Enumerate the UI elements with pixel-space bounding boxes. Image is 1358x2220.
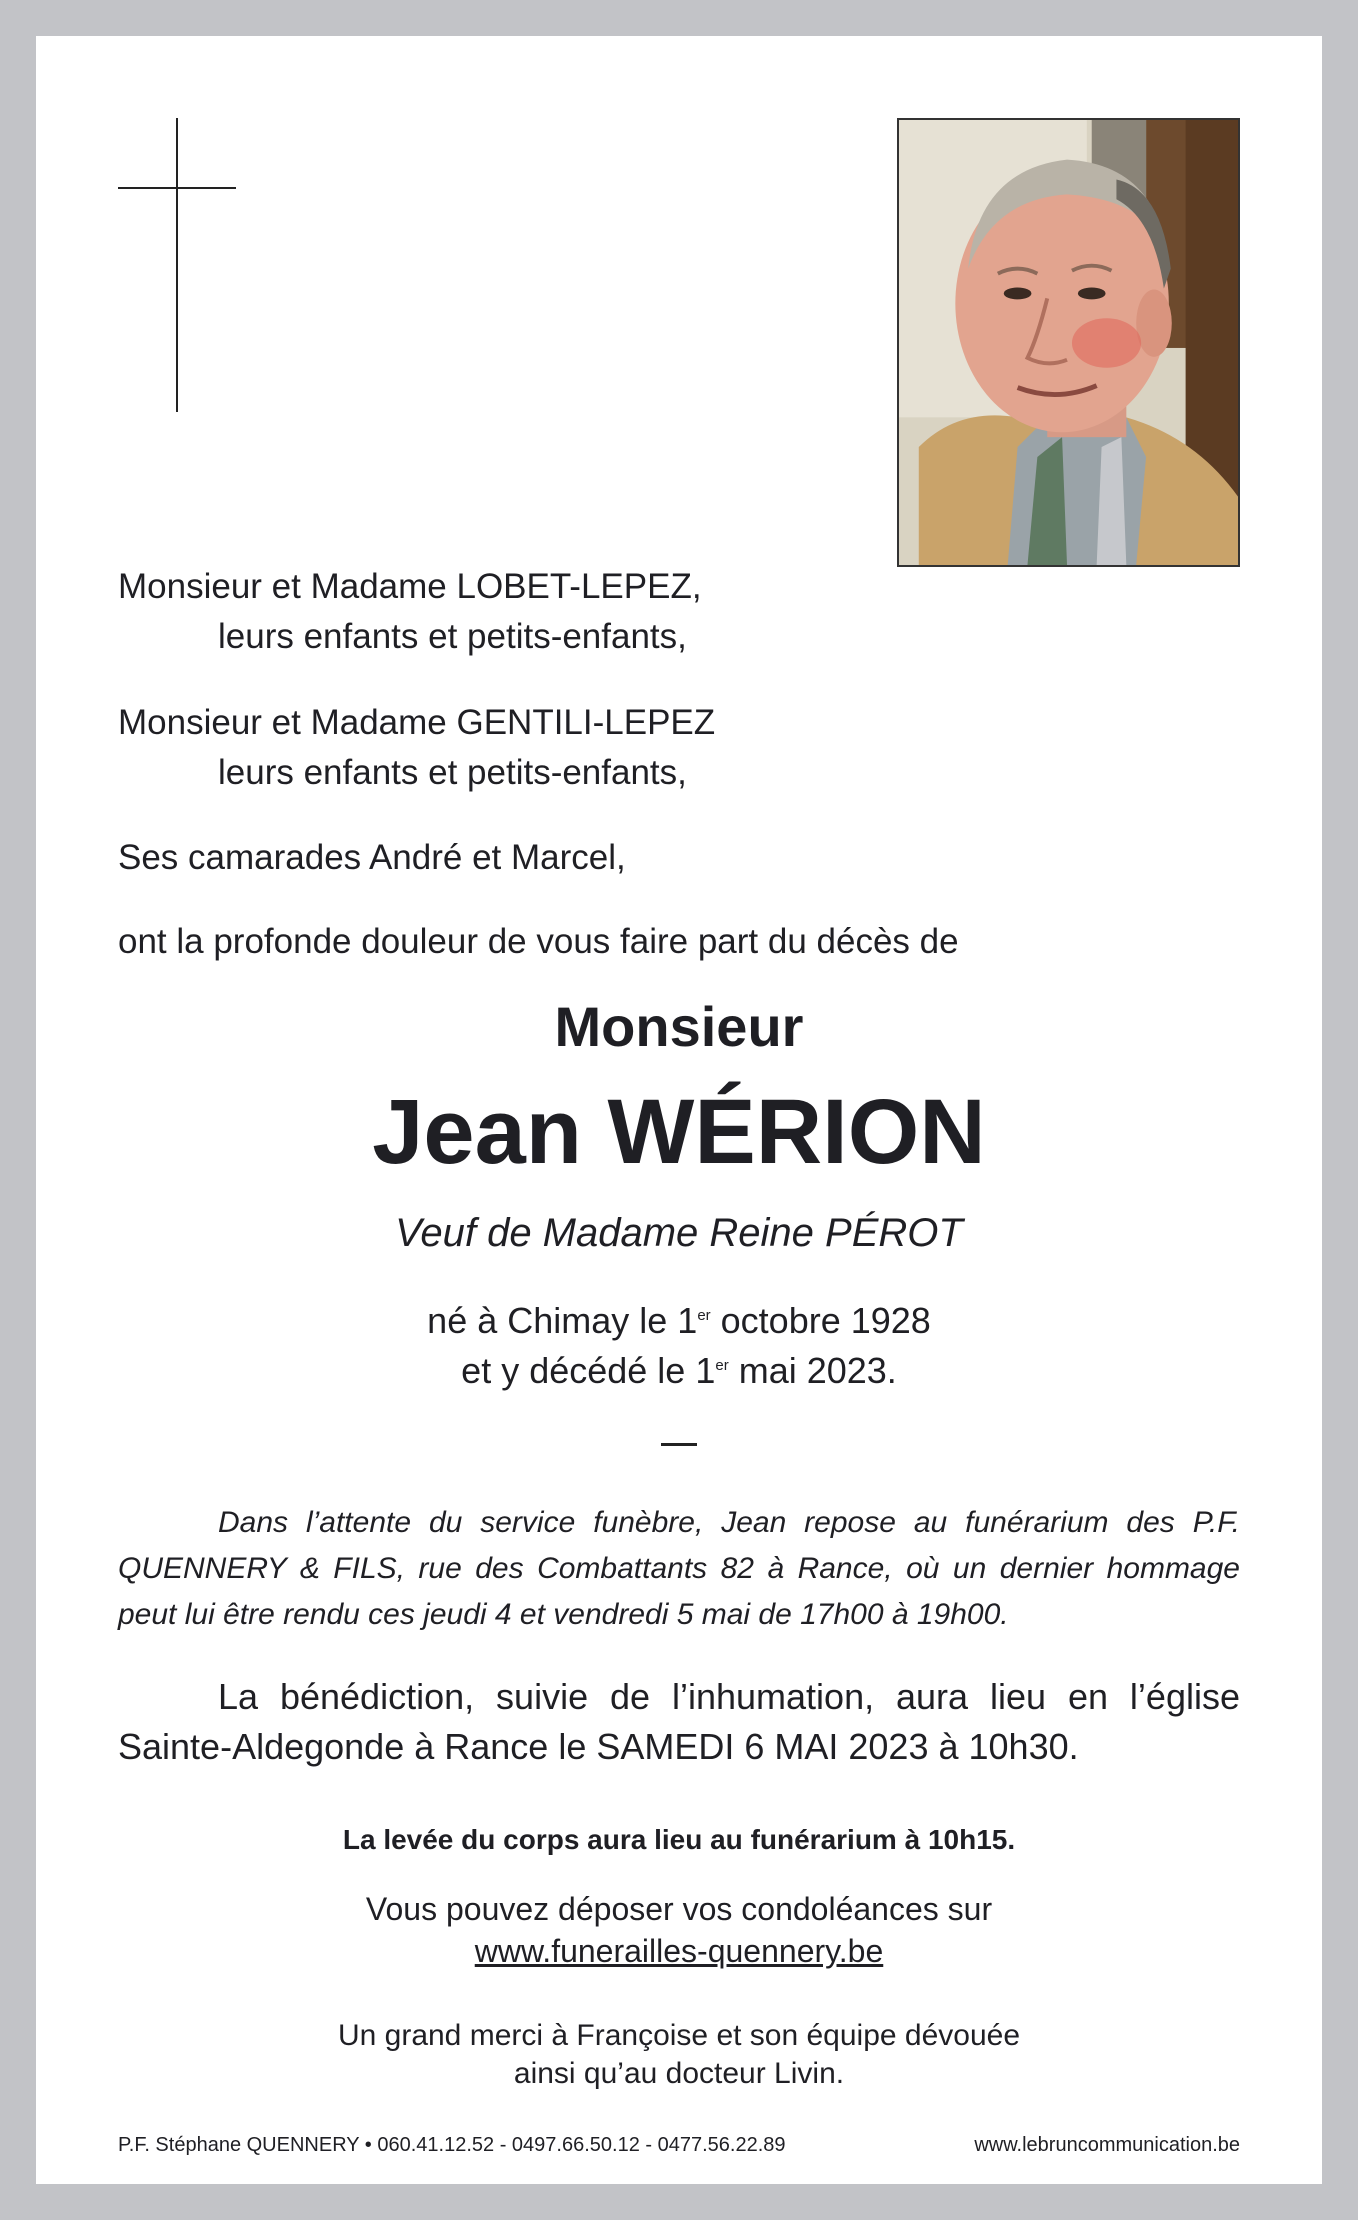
death-prefix: et y décédé le 1 — [461, 1350, 716, 1391]
family-line-2-children: leurs enfants et petits-enfants, — [218, 753, 687, 792]
deceased-title: Monsieur — [554, 995, 804, 1058]
family-line-3: Ses camarades André et Marcel, — [118, 838, 626, 877]
portrait-photo — [897, 118, 1240, 567]
ceremony-paragraph — [118, 1672, 1240, 1772]
condolences-link[interactable]: www.funerailles-quennery.be — [474, 1933, 884, 1969]
thanks-line-1: Un grand merci à Françoise et son équipe dévouée — [337, 2019, 1021, 2052]
birth-suffix: octobre 1928 — [710, 1300, 931, 1341]
birth-sup: er — [697, 1307, 711, 1324]
deceased-name: Jean WÉRION — [372, 1081, 986, 1183]
cross-icon — [176, 118, 178, 412]
footer-funeral-home: P.F. Stéphane QUENNERY • 060.41.12.52 - 0497.66.50.12 - 0477.56.22.89 — [118, 2134, 786, 2156]
death-line — [0, 1346, 1358, 1396]
birth-line — [0, 1296, 1358, 1346]
family-line-1-children: leurs enfants et petits-enfants, — [218, 617, 687, 656]
condolences-link-row — [0, 1930, 1358, 1972]
footer-printer-link[interactable]: www.lebruncommunication.be — [974, 2134, 1240, 2156]
ceremony-text: La bénédiction, suivie de l’inhumation, aura lieu en l’église Sainte-Aldegonde à Rance le SAMEDI 6 MAI 2023 à 10h30. — [118, 1676, 1240, 1767]
family-line-2: Monsieur et Madame GENTILI-LEPEZ — [118, 703, 716, 742]
death-sup: er — [715, 1357, 729, 1374]
thanks-line-2: ainsi qu’au docteur Livin. — [513, 2057, 845, 2090]
levee-line: La levée du corps aura lieu au funérarium à 10h15. — [342, 1824, 1016, 1855]
birth-prefix: né à Chimay le 1 — [427, 1300, 698, 1341]
announcement-intro: ont la profonde douleur de vous faire part du décès de — [118, 922, 959, 961]
death-suffix: mai 2023. — [728, 1350, 897, 1391]
family-line-1: Monsieur et Madame LOBET-LEPEZ, — [118, 567, 702, 606]
viewing-text: Dans l’attente du service funèbre, Jean repose au funérarium des P.F. QUENNERY & FILS, rue des Combattants 82 à Rance, où un dernier hommage peut lui être rendu ces jeudi 4 et vendredi 5 mai de 17h00 à 19h00. — [118, 1506, 1240, 1631]
cross-icon-bar — [118, 187, 236, 189]
condolences-text: Vous pouvez déposer vos condoléances sur — [365, 1891, 993, 1927]
viewing-paragraph — [118, 1500, 1240, 1638]
deceased-spouse: Veuf de Madame Reine PÉROT — [395, 1211, 963, 1255]
separator-dash — [661, 1443, 697, 1446]
